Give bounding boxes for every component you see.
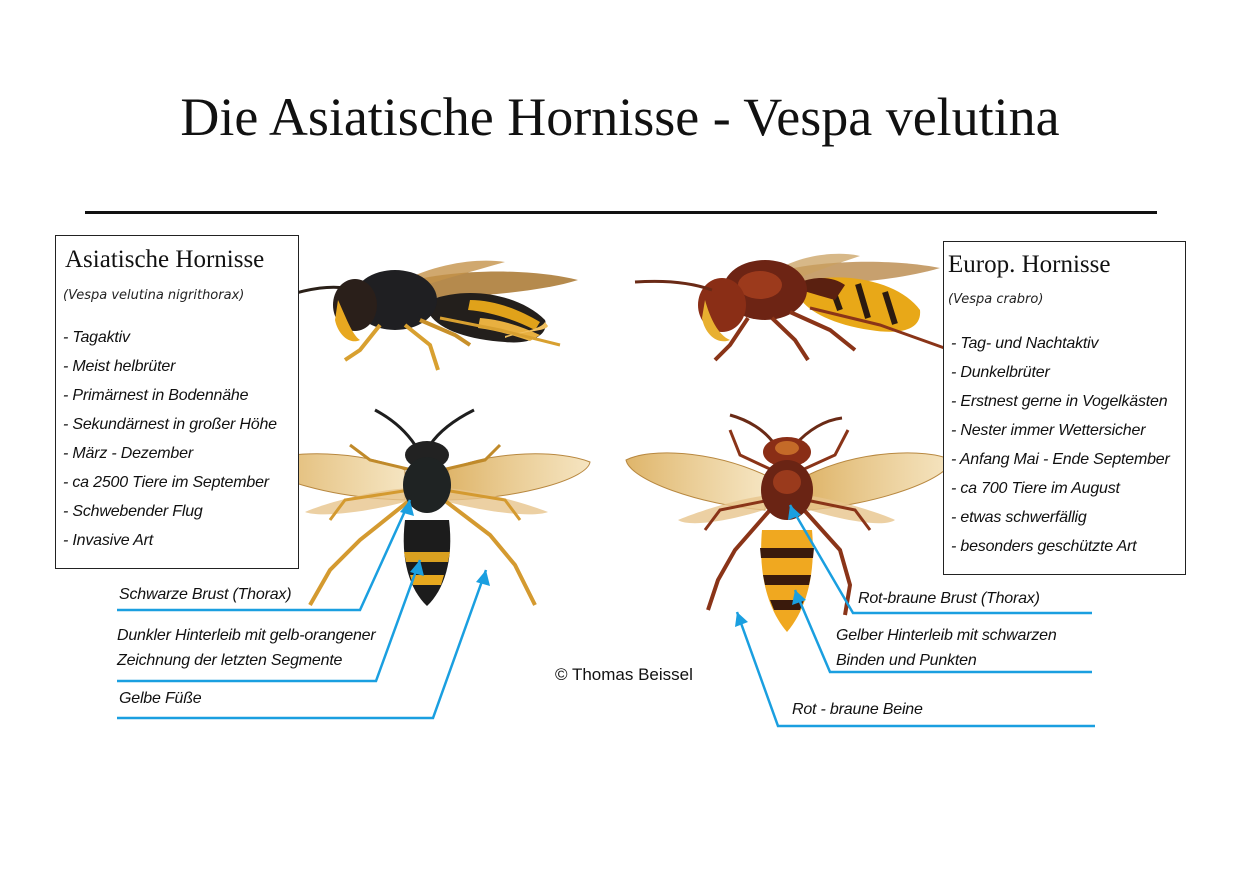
asian-feet-label: Gelbe Füße [119, 690, 202, 707]
european-thorax-label: Rot-braune Brust (Thorax) [858, 590, 1040, 607]
european-legs-label: Rot - braune Beine [792, 701, 923, 718]
european-trait: - Nester immer Wettersicher [951, 422, 1146, 439]
asian-trait: - Invasive Art [63, 532, 153, 549]
asian-hornet-name: Asiatische Hornisse [65, 246, 265, 273]
asian-hornet-latin: (Vespa velutina nigrithorax) [63, 288, 245, 303]
asian-trait: - Primärnest in Bodennähe [63, 387, 249, 404]
page-title: Die Asiatische Hornisse - Vespa velutina [180, 87, 1060, 147]
asian-trait: - Schwebender Flug [63, 503, 203, 520]
asian-trait: - Sekundärnest in großer Höhe [63, 416, 277, 433]
asian-thorax-label: Schwarze Brust (Thorax) [119, 586, 292, 603]
european-hornet-latin: (Vespa crabro) [948, 292, 1044, 307]
copyright-notice: © Thomas Beissel [555, 665, 693, 684]
asian-abdomen-label-line1: Dunkler Hinterleib mit gelb-orangener [117, 627, 376, 644]
asian-hornet-top-illustration [262, 410, 590, 606]
european-hornet-name: Europ. Hornisse [948, 251, 1111, 278]
european-abdomen-label-line2: Binden und Punkten [836, 652, 977, 669]
european-trait: - Anfang Mai - Ende September [951, 451, 1170, 468]
asian-trait: - Meist helbrüter [63, 358, 176, 375]
european-hornet-side-illustration [635, 254, 950, 360]
european-hornet-info-box [943, 241, 1186, 575]
asian-abdomen-label-line2: Zeichnung der letzten Segmente [117, 652, 343, 669]
european-abdomen-label-line1: Gelber Hinterleib mit schwarzen [836, 627, 1057, 644]
asian-hornet-info-box [55, 235, 299, 569]
asian-hornet-side-illustration [268, 261, 578, 370]
asian-trait: - März - Dezember [63, 445, 193, 462]
european-trait: - besonders geschützte Art [951, 538, 1137, 555]
asian-trait: - Tagaktiv [63, 329, 130, 346]
european-trait: - ca 700 Tiere im August [951, 480, 1120, 497]
asian-trait: - ca 2500 Tiere im September [63, 474, 269, 491]
european-trait: - etwas schwerfällig [951, 509, 1087, 526]
european-trait: - Dunkelbrüter [951, 364, 1050, 381]
european-trait: - Tag- und Nachtaktiv [951, 335, 1099, 352]
european-trait: - Erstnest gerne in Vogelkästen [951, 393, 1168, 410]
